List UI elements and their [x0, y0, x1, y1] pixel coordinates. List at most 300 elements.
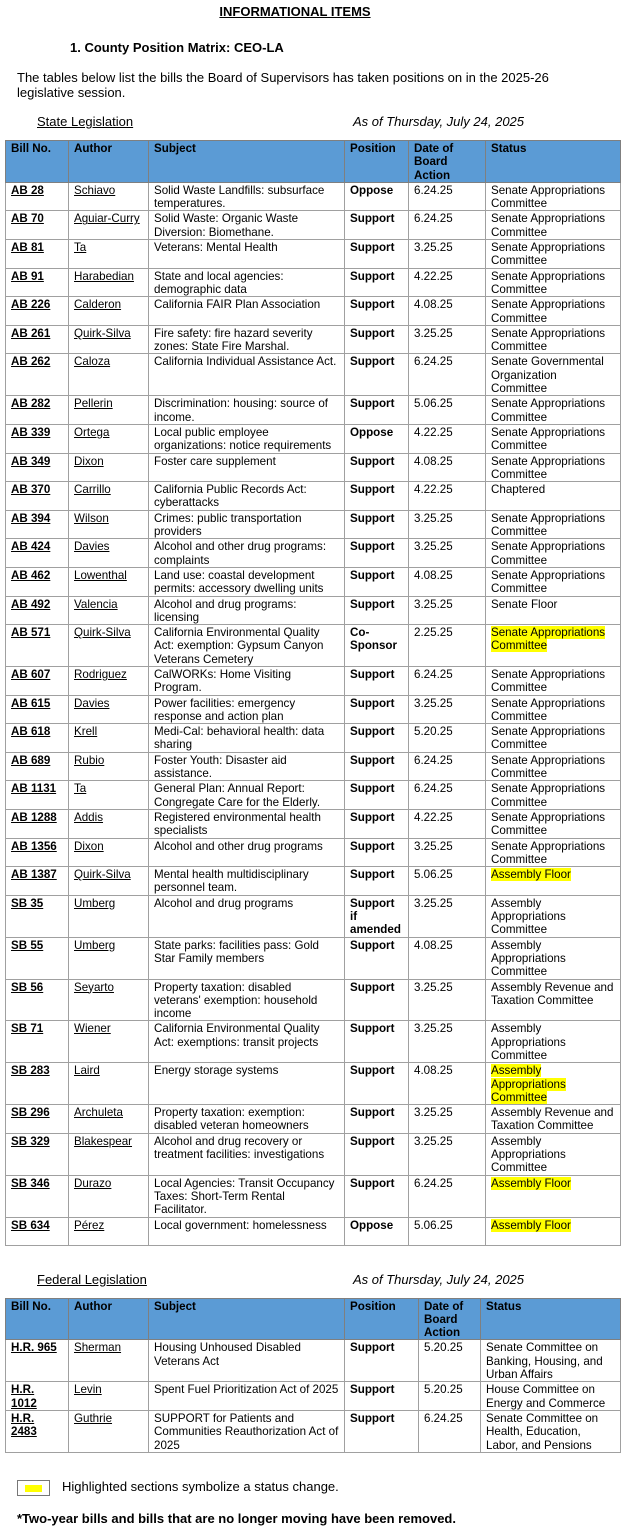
status: Senate Appropriations Committee [491, 298, 606, 325]
author[interactable]: Aguiar-Curry [74, 212, 140, 226]
bill-number-cell[interactable] [6, 1340, 69, 1382]
position-cell [345, 240, 409, 269]
position: Co-Sponsor [350, 626, 398, 653]
subject-cell [149, 752, 345, 781]
bill-number[interactable]: SB 55 [11, 938, 44, 952]
subject: Alcohol and other drug programs: complaints [154, 540, 327, 567]
status-cell [486, 354, 621, 396]
board-action-date: 6.24.25 [414, 1176, 453, 1190]
subject-cell [149, 895, 345, 937]
bill-number-cell[interactable] [6, 453, 69, 482]
position: Support [350, 326, 395, 340]
bill-number[interactable]: AB 349 [11, 454, 51, 468]
author[interactable]: Quirk-Silva [74, 868, 131, 882]
table-row [6, 539, 621, 568]
status: Senate Appropriations Committee [491, 810, 606, 838]
author-cell[interactable] [69, 482, 149, 511]
bill-number-cell[interactable] [6, 781, 69, 810]
author-cell[interactable] [69, 1133, 149, 1175]
header-subject: Subject [149, 141, 345, 183]
table-row [6, 838, 621, 867]
author-cell[interactable] [69, 1021, 149, 1063]
position-cell [345, 1021, 409, 1063]
bill-number[interactable]: AB 424 [11, 540, 51, 554]
subject-cell [149, 354, 345, 396]
bill-number-cell[interactable] [6, 1217, 69, 1245]
author[interactable]: Wiener [74, 1022, 111, 1036]
bill-number-cell[interactable] [6, 1133, 69, 1175]
bill-number[interactable]: AB 261 [11, 326, 51, 340]
position: Support [350, 1341, 395, 1355]
bill-number[interactable]: AB 1131 [11, 782, 57, 796]
bill-number[interactable]: AB 282 [11, 397, 51, 411]
status: Senate Floor [491, 597, 558, 611]
status-cell [486, 596, 621, 625]
bill-number[interactable]: AB 462 [11, 568, 51, 582]
subject: Solid Waste Landfills: subsurface temperatures. [154, 183, 325, 211]
author[interactable]: Seyarto [74, 980, 114, 994]
board-action-date: 6.24.25 [414, 782, 453, 796]
position-cell [345, 1175, 409, 1217]
author-cell[interactable] [69, 297, 149, 326]
status-cell [486, 1217, 621, 1245]
author[interactable]: Durazo [74, 1176, 112, 1190]
bill-number[interactable]: AB 492 [11, 597, 51, 611]
subject: CalWORKs: Home Visiting Program. [154, 667, 292, 695]
author-cell[interactable] [69, 937, 149, 979]
subject-cell [149, 396, 345, 425]
bill-number-cell[interactable] [6, 240, 69, 269]
board-action-date: 3.25.25 [414, 326, 453, 340]
status-cell [486, 781, 621, 810]
state-section-header [5, 114, 620, 132]
position: Support [350, 868, 395, 882]
table-row [6, 567, 621, 596]
subject-cell [149, 781, 345, 810]
author[interactable]: Pellerin [74, 397, 113, 411]
author[interactable]: Wilson [74, 511, 109, 525]
author-cell[interactable] [69, 666, 149, 695]
status-cell [486, 297, 621, 326]
bill-number-cell[interactable] [6, 979, 69, 1021]
position-cell [345, 809, 409, 838]
bill-number[interactable]: H.R. 2483 [11, 1411, 37, 1439]
status: Senate Committee on Health, Education, Labor, and Pensions [486, 1411, 599, 1452]
bill-number[interactable]: AB 81 [11, 241, 44, 255]
status: Assembly Appropriations Committee [491, 896, 566, 937]
author[interactable]: Valencia [74, 597, 118, 611]
subject: Alcohol and drug programs [154, 896, 294, 910]
position: Support [350, 1383, 395, 1397]
board-action-date-cell [409, 781, 486, 810]
position: Support [350, 810, 395, 824]
author-cell[interactable] [69, 1382, 149, 1411]
author-cell[interactable] [69, 268, 149, 297]
author-cell[interactable] [69, 510, 149, 539]
author-cell[interactable] [69, 1063, 149, 1105]
subject: Registered environmental health specialists [154, 810, 321, 838]
bill-number[interactable]: SB 329 [11, 1134, 50, 1148]
author[interactable]: Sherman [74, 1341, 122, 1355]
author[interactable]: Dixon [74, 839, 104, 853]
author-cell[interactable] [69, 625, 149, 667]
author-cell[interactable] [69, 211, 149, 240]
author[interactable]: Davies [74, 696, 110, 710]
bill-number[interactable]: AB 28 [11, 183, 44, 197]
bill-number[interactable]: AB 615 [11, 696, 51, 710]
author[interactable]: Levin [74, 1383, 102, 1397]
subject-cell [149, 1175, 345, 1217]
bill-number-cell[interactable] [6, 297, 69, 326]
status-cell [486, 979, 621, 1021]
author-cell[interactable] [69, 182, 149, 211]
bill-number[interactable]: SB 634 [11, 1218, 50, 1232]
position-cell [345, 1063, 409, 1105]
board-action-date-cell [409, 1175, 486, 1217]
table-row [6, 979, 621, 1021]
author[interactable]: Rubio [74, 753, 105, 767]
author[interactable]: Lowenthal [74, 568, 127, 582]
author[interactable]: Caloza [74, 355, 111, 369]
bill-number[interactable]: AB 339 [11, 425, 51, 439]
author[interactable]: Ortega [74, 425, 110, 439]
position: Support [350, 1106, 395, 1120]
table-row [6, 453, 621, 482]
board-action-date-cell [409, 482, 486, 511]
bill-number-cell[interactable] [6, 809, 69, 838]
bill-number[interactable]: AB 1356 [11, 839, 57, 853]
bill-number[interactable]: SB 283 [11, 1064, 50, 1078]
position-cell [345, 396, 409, 425]
table-row [6, 1105, 621, 1134]
bill-number-cell[interactable] [6, 1175, 69, 1217]
status-cell [486, 424, 621, 453]
position-cell [345, 182, 409, 211]
bill-number-cell[interactable] [6, 752, 69, 781]
author[interactable]: Quirk-Silva [74, 326, 131, 340]
author[interactable]: Rodriguez [74, 667, 127, 681]
intro-text: The tables below list the bills the Board of Supervisors has taken positions on in the 2025-26 legislative session. [17, 70, 549, 100]
board-action-date: 3.25.25 [414, 241, 453, 255]
status-cell [486, 453, 621, 482]
position-cell [345, 1217, 409, 1245]
status: Senate Appropriations Committee [491, 839, 606, 866]
subject: Crimes: public transportation providers [154, 511, 302, 539]
bill-number[interactable]: AB 689 [11, 753, 51, 767]
header-author: Author [69, 1298, 149, 1340]
board-action-date-cell [409, 268, 486, 297]
board-action-date-cell [409, 666, 486, 695]
author-cell[interactable] [69, 1340, 149, 1382]
table-row [6, 625, 621, 667]
author[interactable]: Quirk-Silva [74, 626, 131, 640]
author[interactable]: Krell [74, 725, 98, 739]
table-row [6, 510, 621, 539]
subject-cell [149, 1021, 345, 1063]
position: Support [350, 980, 395, 994]
status-cell [486, 539, 621, 568]
table-row [6, 666, 621, 695]
author-cell[interactable] [69, 567, 149, 596]
author-cell[interactable] [69, 1105, 149, 1134]
author[interactable]: Harabedian [74, 269, 134, 283]
bill-number-cell[interactable] [6, 567, 69, 596]
board-action-date-cell [409, 625, 486, 667]
position: Support [350, 839, 395, 853]
bill-number-cell[interactable] [6, 666, 69, 695]
author-cell[interactable] [69, 1175, 149, 1217]
bill-number-cell[interactable] [6, 838, 69, 867]
bill-number-cell[interactable] [6, 325, 69, 354]
status: Senate Committee on Banking, Housing, and Urban Affairs [486, 1341, 603, 1382]
author-cell[interactable] [69, 539, 149, 568]
bill-number[interactable]: H.R. 965 [11, 1341, 57, 1355]
status-cell [486, 695, 621, 724]
author-cell[interactable] [69, 396, 149, 425]
status: Assembly Appropriations Committee [491, 1022, 566, 1062]
subject: California Environmental Quality Act: exemption: Gypsum Canyon Veterans Cemetery [154, 626, 324, 666]
subject-cell [149, 979, 345, 1021]
bill-number-cell[interactable] [6, 695, 69, 724]
table-row [6, 867, 621, 896]
bill-number[interactable]: SB 71 [11, 1022, 44, 1036]
bill-number[interactable]: AB 1288 [11, 810, 57, 824]
author-cell[interactable] [69, 240, 149, 269]
board-action-date: 5.06.25 [414, 397, 453, 411]
position-cell [345, 354, 409, 396]
author[interactable]: Carrillo [74, 483, 111, 497]
status: Senate Appropriations Committee [491, 753, 606, 781]
author-cell[interactable] [69, 781, 149, 810]
author-cell[interactable] [69, 724, 149, 753]
position: Support [350, 1411, 395, 1425]
table-row [6, 211, 621, 240]
author-cell[interactable] [69, 1410, 149, 1452]
board-action-date: 3.25.25 [414, 1022, 453, 1036]
status: Senate Appropriations Committee [491, 511, 606, 539]
table-row [6, 1133, 621, 1175]
status-cell [486, 666, 621, 695]
header-board-action-date: Date of Board Action [419, 1298, 481, 1340]
subject-cell [149, 724, 345, 753]
author-cell[interactable] [69, 867, 149, 896]
author-cell[interactable] [69, 453, 149, 482]
position-cell [345, 268, 409, 297]
board-action-date: 5.20.25 [424, 1383, 463, 1397]
author[interactable]: Blakespear [74, 1134, 133, 1148]
position: Oppose [350, 425, 394, 439]
author-cell[interactable] [69, 809, 149, 838]
author-cell[interactable] [69, 695, 149, 724]
author[interactable]: Laird [74, 1064, 100, 1078]
federal-heading: Federal Legislation [37, 1271, 147, 1287]
subject-cell [149, 1105, 345, 1134]
bill-number-cell[interactable] [6, 268, 69, 297]
bill-number-cell[interactable] [6, 396, 69, 425]
table-row [6, 482, 621, 511]
subject-cell [149, 240, 345, 269]
subject: Property taxation: exemption: disabled veteran homeowners [154, 1106, 309, 1133]
bill-number-cell[interactable] [6, 596, 69, 625]
bill-number[interactable]: AB 1387 [11, 868, 57, 882]
position-cell [345, 482, 409, 511]
board-action-date: 6.24.25 [414, 355, 453, 369]
bill-number[interactable]: AB 226 [11, 298, 51, 312]
author[interactable]: Pérez [74, 1218, 105, 1232]
bill-number-cell[interactable] [6, 937, 69, 979]
header-status: Status [486, 141, 621, 183]
position: Support [350, 241, 395, 255]
author-cell[interactable] [69, 895, 149, 937]
subject-cell [149, 695, 345, 724]
position-cell [345, 510, 409, 539]
position: Support [350, 1134, 395, 1148]
bill-number-cell[interactable] [6, 211, 69, 240]
subject-cell [149, 424, 345, 453]
status: Senate Appropriations Committee [491, 326, 606, 354]
bill-number[interactable]: H.R. 1012 [11, 1383, 37, 1410]
bill-number-cell[interactable] [6, 539, 69, 568]
subject-cell [149, 268, 345, 297]
status: Senate Appropriations Committee [491, 782, 606, 809]
status: Senate Appropriations Committee [491, 568, 606, 596]
author-cell[interactable] [69, 1217, 149, 1245]
status: Senate Appropriations Committee [491, 454, 606, 481]
position-cell [345, 867, 409, 896]
subject: Mental health multidisciplinary personnel team. [154, 868, 309, 895]
status-cell [486, 1063, 621, 1105]
table-row [6, 182, 621, 211]
position: Support [350, 1022, 395, 1036]
subject: California Public Records Act: cyberattacks [154, 483, 307, 510]
subject-cell [149, 211, 345, 240]
bill-number-cell[interactable] [6, 510, 69, 539]
board-action-date-cell [409, 838, 486, 867]
position: Support [350, 212, 395, 226]
author-cell[interactable] [69, 424, 149, 453]
author[interactable]: Umberg [74, 938, 116, 952]
board-action-date: 4.22.25 [414, 425, 453, 439]
author[interactable]: Davies [74, 540, 110, 554]
bill-number-cell[interactable] [6, 424, 69, 453]
status: Assembly Floor [491, 1176, 571, 1190]
bill-number-cell[interactable] [6, 724, 69, 753]
status-cell [486, 895, 621, 937]
bill-number-cell[interactable] [6, 482, 69, 511]
table-row [6, 695, 621, 724]
author-cell[interactable] [69, 596, 149, 625]
bill-number[interactable]: SB 346 [11, 1176, 50, 1190]
bill-number-cell[interactable] [6, 867, 69, 896]
subject: California Environmental Quality Act: exemptions: transit projects [154, 1022, 320, 1049]
table-row [6, 809, 621, 838]
status: Senate Appropriations Committee [491, 397, 606, 424]
position-cell [345, 297, 409, 326]
bill-number[interactable]: AB 262 [11, 355, 51, 369]
author[interactable]: Dixon [74, 454, 104, 468]
status: Assembly Revenue and Taxation Committee [491, 980, 614, 1007]
subject-cell [149, 666, 345, 695]
board-action-date-cell [409, 1063, 486, 1105]
author[interactable]: Ta [74, 241, 87, 255]
author[interactable]: Umberg [74, 896, 116, 910]
board-action-date: 3.25.25 [414, 511, 453, 525]
bill-number[interactable]: AB 91 [11, 269, 44, 283]
table-row [6, 240, 621, 269]
author-cell[interactable] [69, 325, 149, 354]
author[interactable]: Schiavo [74, 183, 116, 197]
bill-number[interactable]: AB 370 [11, 483, 51, 497]
board-action-date: 3.25.25 [414, 540, 453, 554]
subject: California Individual Assistance Act. [154, 355, 337, 369]
bill-number[interactable]: SB 296 [11, 1106, 50, 1120]
bill-number-cell[interactable] [6, 182, 69, 211]
author-cell[interactable] [69, 752, 149, 781]
author-cell[interactable] [69, 838, 149, 867]
author[interactable]: Ta [74, 782, 87, 796]
status: House Committee on Energy and Commerce [486, 1383, 606, 1410]
status-cell [486, 838, 621, 867]
position: Support [350, 753, 395, 767]
board-action-date-cell [409, 211, 486, 240]
subject: Medi-Cal: behavioral health: data sharing [154, 725, 325, 752]
author[interactable]: Calderon [74, 298, 122, 312]
position: Support [350, 454, 395, 468]
bill-number-cell[interactable] [6, 354, 69, 396]
bill-number[interactable]: SB 35 [11, 896, 44, 910]
bill-number-cell[interactable] [6, 1021, 69, 1063]
board-action-date-cell [409, 752, 486, 781]
legend [17, 1479, 620, 1497]
status: Senate Appropriations Committee [491, 540, 606, 567]
subject-cell [149, 625, 345, 667]
bill-number-cell[interactable] [6, 1105, 69, 1134]
bill-number[interactable]: AB 571 [11, 626, 51, 640]
status: Senate Appropriations Committee [491, 183, 606, 211]
status-cell [486, 182, 621, 211]
bill-number[interactable]: AB 618 [11, 725, 51, 739]
board-action-date-cell [409, 809, 486, 838]
position: Support [350, 269, 395, 283]
author[interactable]: Archuleta [74, 1106, 123, 1120]
board-action-date-cell [409, 1105, 486, 1134]
bill-number[interactable]: SB 56 [11, 980, 44, 994]
status: Assembly Appropriations Committee [491, 1064, 566, 1104]
position-cell [345, 724, 409, 753]
position-cell [345, 211, 409, 240]
bill-number-cell[interactable] [6, 1382, 69, 1411]
table-row [6, 1217, 621, 1245]
author-cell[interactable] [69, 979, 149, 1021]
author-cell[interactable] [69, 354, 149, 396]
table-row [6, 1175, 621, 1217]
subject-cell [149, 567, 345, 596]
author[interactable]: Guthrie [74, 1411, 113, 1425]
position: Support [350, 568, 395, 582]
bill-number-cell[interactable] [6, 625, 69, 667]
board-action-date: 6.24.25 [414, 183, 453, 197]
bill-number-cell[interactable] [6, 895, 69, 937]
status-cell [486, 396, 621, 425]
subject-cell [149, 867, 345, 896]
bill-number-cell[interactable] [6, 1063, 69, 1105]
bill-number-cell[interactable] [6, 1410, 69, 1452]
subject: Energy storage systems [154, 1064, 279, 1078]
author[interactable]: Addis [74, 810, 104, 824]
bill-number[interactable]: AB 394 [11, 511, 51, 525]
bill-number[interactable]: AB 70 [11, 212, 44, 226]
bill-number[interactable]: AB 607 [11, 667, 51, 681]
